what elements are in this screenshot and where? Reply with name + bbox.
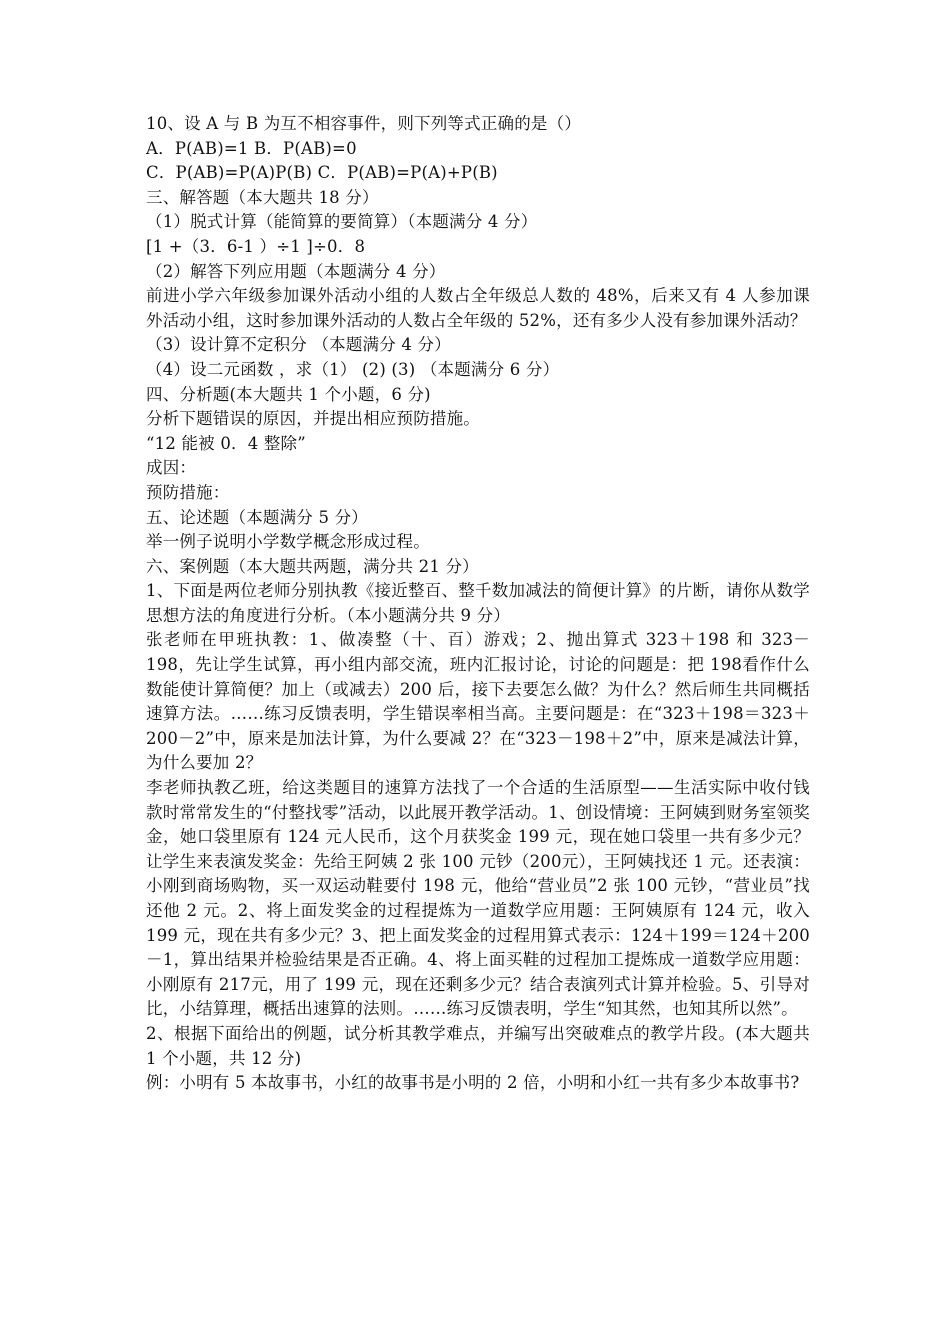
analysis-instruction: 分析下题错误的原因，并提出相应预防措施。 bbox=[146, 409, 480, 429]
problem-1-expression: [1 +（3．6-1 ）÷1 ]÷0．8 bbox=[146, 236, 366, 256]
cause-label: 成因： bbox=[146, 458, 197, 478]
section-3-heading: 三、解答题（本大题共 18 分） bbox=[146, 187, 379, 207]
case-2-example: 例：小明有 5 本故事书，小红的故事书是小明的 2 倍，小明和小红一共有多少本故事书? bbox=[146, 1073, 800, 1093]
prevention-label: 预防措施： bbox=[146, 482, 230, 502]
question-10-options-ab: A．P(AB)=1 B．P(AB)=0 bbox=[146, 138, 357, 158]
case-2-intro: 2、根据下面给出的例题，试分析其教学难点，并编写出突破难点的教学片段。(本大题共 1 个小题，共 12 分) bbox=[146, 1023, 810, 1068]
section-4-heading: 四、分析题(本大题共 1 个小题，6 分) bbox=[146, 384, 431, 404]
question-10-options-cd: C．P(AB)=P(A)P(B) C．P(AB)=P(A)+P(B) bbox=[146, 163, 498, 183]
essay-question: 举一例子说明小学数学概念形成过程。 bbox=[146, 532, 430, 552]
problem-4-heading: （4）设二元函数 ，求（1） (2) (3) （本题满分 6 分） bbox=[146, 359, 560, 379]
problem-2-text: 前进小学六年级参加课外活动小组的人数占全年级总人数的 48%，后来又有 4 人参加课外活动小组，这时参加课外活动的人数占全年级的 52%，还有多少人没有参加课外活动？ bbox=[146, 286, 810, 330]
case-1-intro: 1、下面是两位老师分别执教《接近整百、整千数加减法的简便计算》的片断，请你从数学思想方法的角度进行分析。（本小题满分共 9 分） bbox=[146, 581, 810, 625]
section-5-heading: 五、论述题（本题满分 5 分） bbox=[146, 507, 368, 527]
analysis-statement: “12 能被 0．4 整除” bbox=[146, 433, 306, 453]
problem-2-heading: （2）解答下列应用题（本题满分 4 分） bbox=[146, 261, 446, 281]
case-1-teacher-li: 李老师执教乙班，给这类题目的速算方法找了一个合适的生活原型——生活实际中收付钱款时常常发生的“付整找零”活动，以此展开教学活动。1、创设情境：王阿姨到财务室领奖金，她口袋里原有 124 元人民币，这个月获奖金 199 元，现在她口袋里一共有多少元？让学生来表演发奖金：先给王阿姨 2 张 100 元钞（200元），王阿姨找还 1 元。还表演：小刚到商场购物，买一双运动鞋要付 198 元，他给“营业员”2 张 100 元钞，“营业员”找还他 2 元。2、将上面发奖金的过程提炼为一道数学应用题：王阿姨原有 124 元，收入 199 元，现在共有多少元？3、把上面发奖金的过程用算式表示：124＋199＝124＋200－1，算出结果并检验结果是否正确。4、将上面买鞋的过程加工提炼成一道数学应用题：小刚原有 217元，用了 199 元，现在还剩多少元？结合表演列式计算并检验。5、引导对比，小结算理，概括出速算的法则。……练习反馈表明，学生“知其然，也知其所以然”。 bbox=[146, 778, 810, 1019]
section-6-heading: 六、案例题（本大题共两题，满分共 21 分） bbox=[146, 556, 479, 576]
problem-3-heading: （3）设计算不定积分 （本题满分 4 分） bbox=[146, 335, 451, 355]
question-10: 10、设 A 与 B 为互不相容事件，则下列等式正确的是（） bbox=[146, 114, 582, 133]
case-1-teacher-zhang: 张老师在甲班执教：1、做凑整（十、百）游戏；2、抛出算式 323＋198 和 323－198，先让学生试算，再小组内部交流，班内汇报讨论，讨论的问题是：把 198看作什么数能使计算简便？加上（或减去）200 后，接下去要怎么做？为什么？然后师生共同概括速算方法。……练习反馈表明，学生错误率相当高。主要问题是：在“323＋198＝323＋200－2”中，原来是加法计算，为什么要减 2？在“323－198＋2”中，原来是减法计算，为什么要加 2？ bbox=[146, 630, 810, 773]
problem-1-heading: （1）脱式计算（能简算的要简算）（本题满分 4 分） bbox=[146, 212, 538, 232]
document-page bbox=[146, 112, 810, 1096]
